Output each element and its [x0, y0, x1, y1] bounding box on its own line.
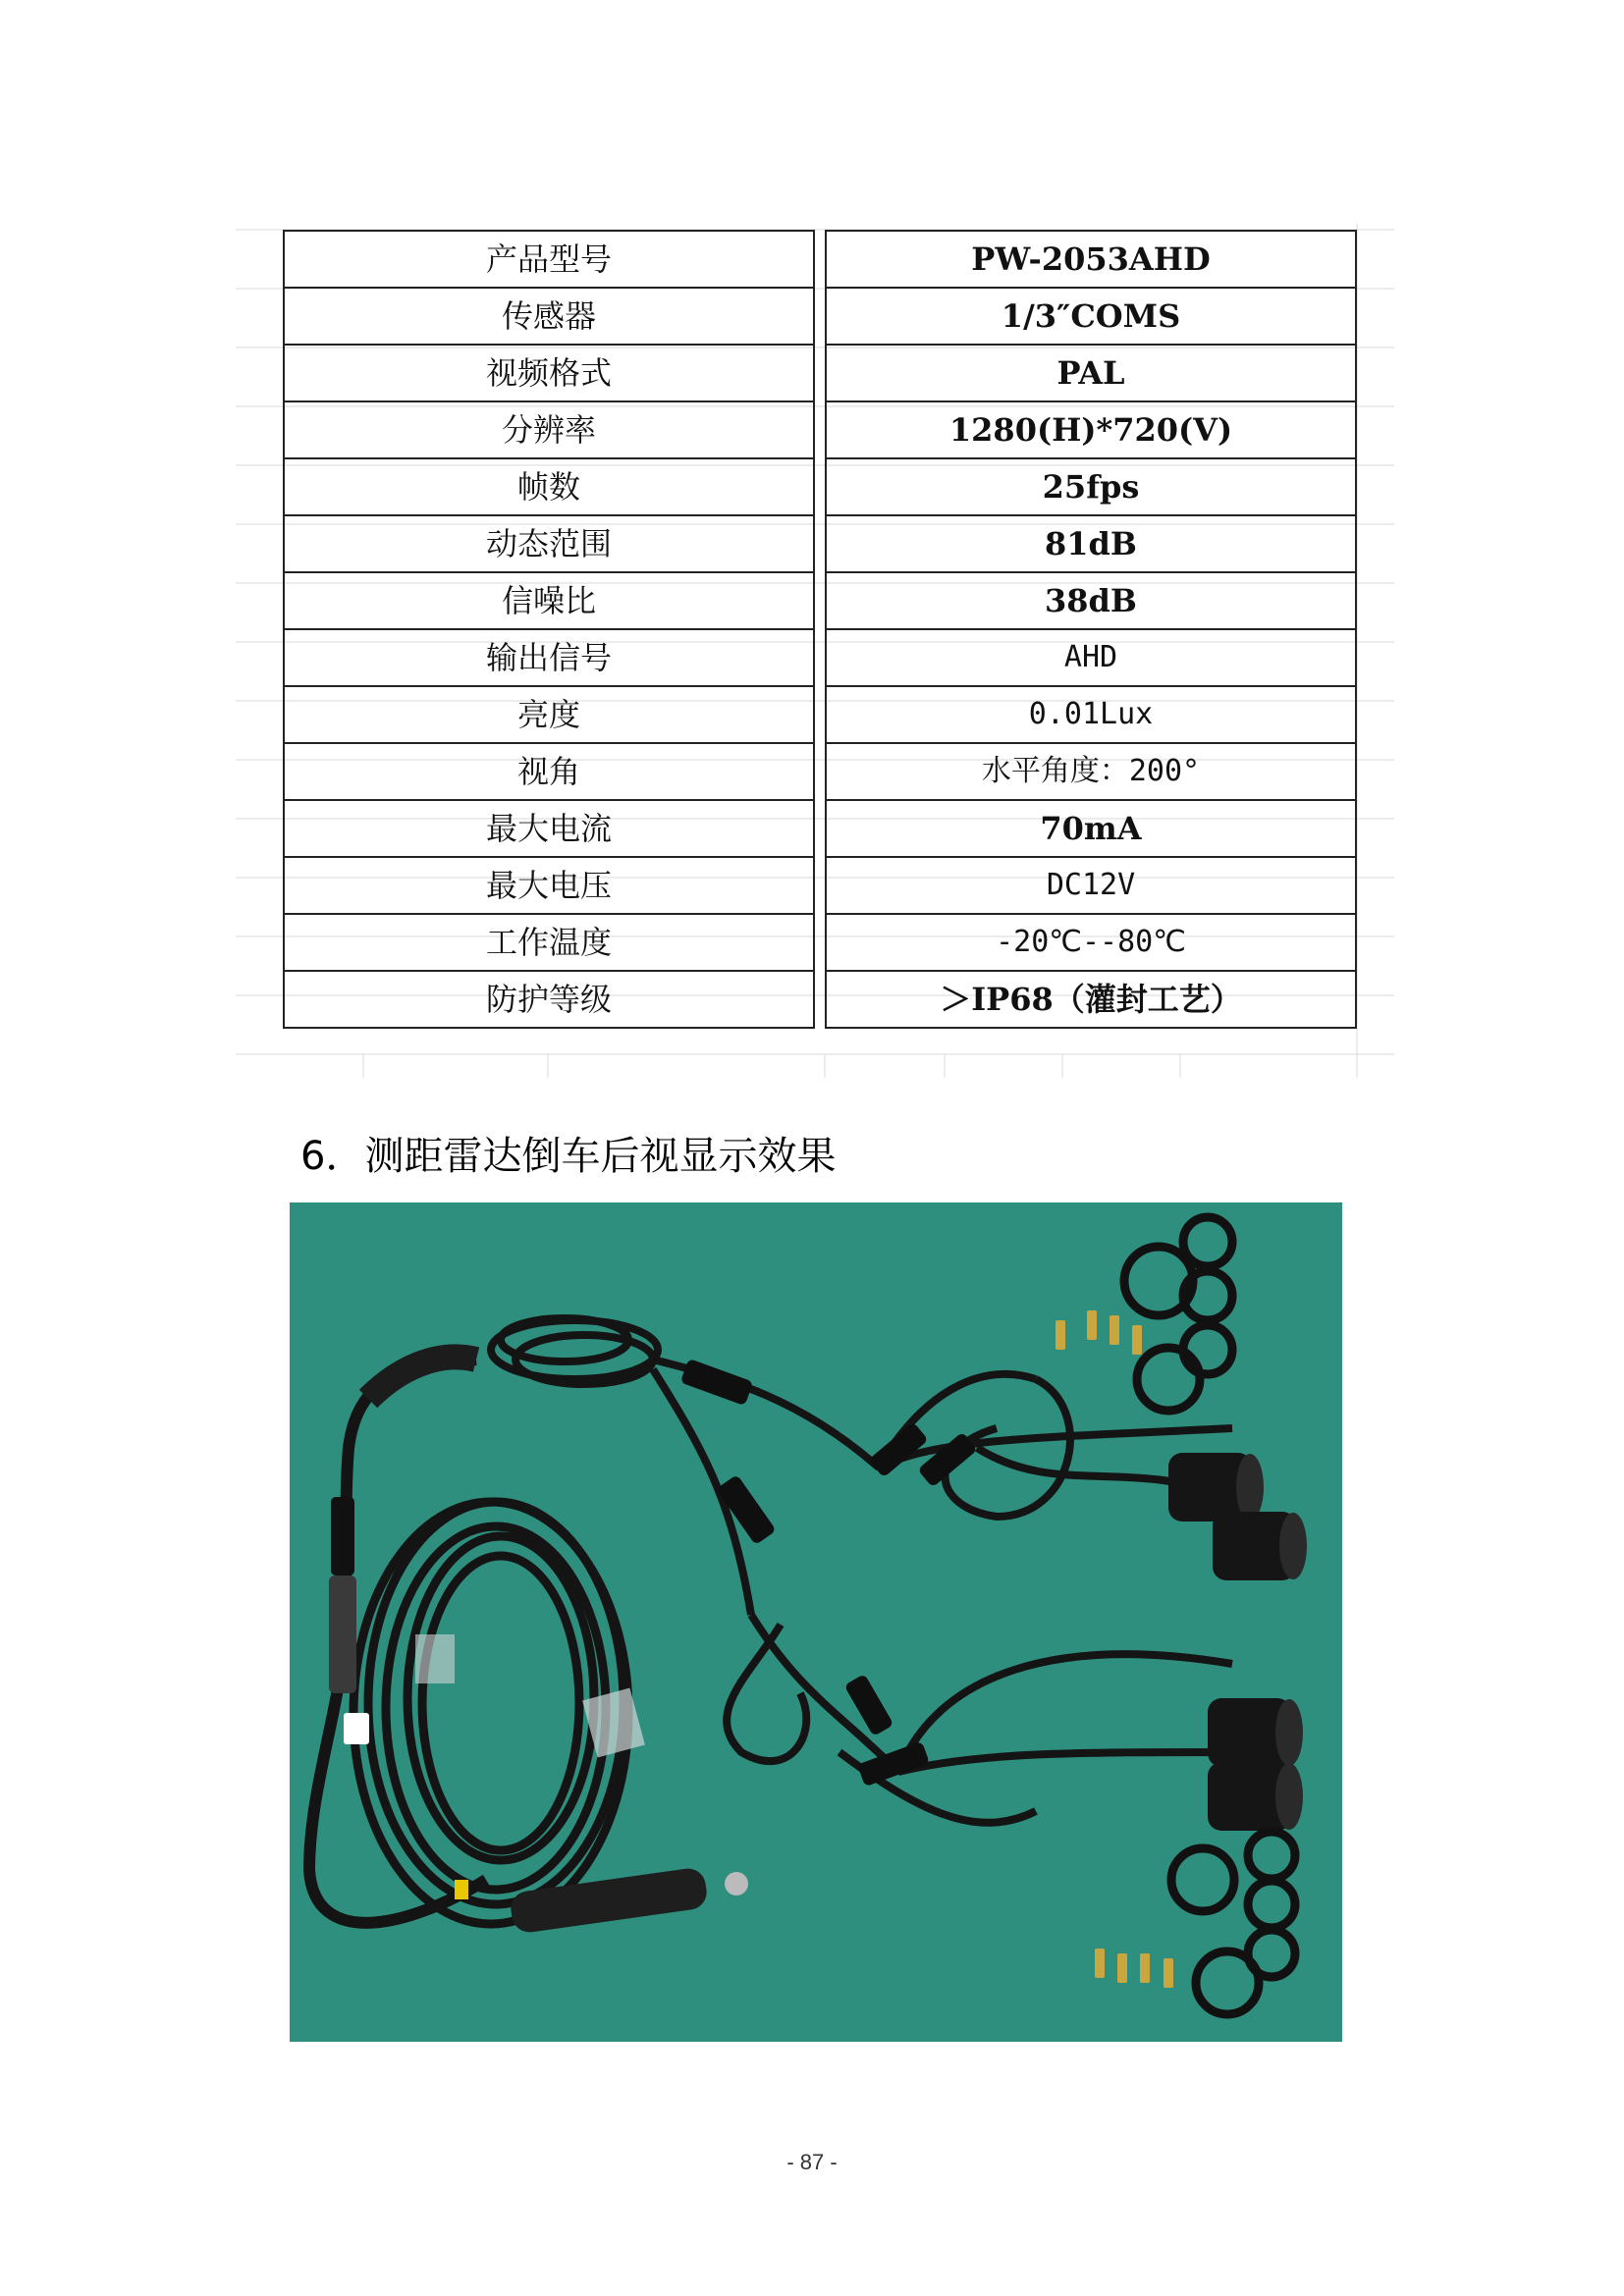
- spec-value: 1/3″COMS: [826, 288, 1356, 345]
- spec-label: 分辨率: [284, 401, 814, 458]
- spec-label: 最大电流: [284, 800, 814, 857]
- spec-label: 信噪比: [284, 572, 814, 629]
- spec-divider: [814, 345, 826, 401]
- spec-divider: [814, 686, 826, 743]
- spec-value: 25fps: [826, 458, 1356, 515]
- spec-row: [284, 572, 1356, 629]
- spec-label: 视角: [284, 743, 814, 800]
- spec-divider: [814, 800, 826, 857]
- spec-row: [284, 857, 1356, 914]
- spec-divider: [814, 231, 826, 288]
- spec-value: 水平角度：200°: [826, 743, 1356, 800]
- spec-row: [284, 686, 1356, 743]
- spec-divider: [814, 857, 826, 914]
- spec-label: 帧数: [284, 458, 814, 515]
- spec-label: 产品型号: [284, 231, 814, 288]
- spec-value: DC12V: [826, 857, 1356, 914]
- spec-row: [284, 515, 1356, 572]
- spec-row: [284, 914, 1356, 971]
- spec-label: 视频格式: [284, 345, 814, 401]
- spec-value: PW-2053AHD: [826, 231, 1356, 288]
- spec-value: 0.01Lux: [826, 686, 1356, 743]
- spec-label: 输出信号: [284, 629, 814, 686]
- spec-value: AHD: [826, 629, 1356, 686]
- spec-row: [284, 458, 1356, 515]
- section-heading: 6．测距雷达倒车后视显示效果: [300, 1134, 837, 1179]
- spec-row: [284, 345, 1356, 401]
- spec-label: 最大电压: [284, 857, 814, 914]
- spec-divider: [814, 572, 826, 629]
- spec-row: [284, 743, 1356, 800]
- spec-label: 动态范围: [284, 515, 814, 572]
- spec-value: 1280(H)*720(V): [826, 401, 1356, 458]
- spec-divider: [814, 971, 826, 1028]
- spec-row: [284, 629, 1356, 686]
- spec-divider: [814, 458, 826, 515]
- spec-row: [284, 800, 1356, 857]
- spec-value: PAL: [826, 345, 1356, 401]
- spec-value: 70mA: [826, 800, 1356, 857]
- spec-divider: [814, 629, 826, 686]
- product-photo: [290, 1202, 1342, 2042]
- spec-value: 81dB: [826, 515, 1356, 572]
- spec-divider: [814, 743, 826, 800]
- spec-divider: [814, 288, 826, 345]
- spec-divider: [814, 401, 826, 458]
- spec-divider: [814, 914, 826, 971]
- spec-label: 传感器: [284, 288, 814, 345]
- spec-label: 防护等级: [284, 971, 814, 1028]
- spec-label: 工作温度: [284, 914, 814, 971]
- spec-row: [284, 971, 1356, 1028]
- spec-row: [284, 288, 1356, 345]
- spec-value: ＞IP68（灌封工艺）: [826, 971, 1356, 1028]
- spec-value: 38dB: [826, 572, 1356, 629]
- spec-divider: [814, 515, 826, 572]
- spec-value: -20℃--80℃: [826, 914, 1356, 971]
- spec-label: 亮度: [284, 686, 814, 743]
- page-number: - 87 -: [786, 2150, 838, 2174]
- spec-row: [284, 231, 1356, 288]
- spec-row: [284, 401, 1356, 458]
- spec-table: [283, 230, 1357, 1029]
